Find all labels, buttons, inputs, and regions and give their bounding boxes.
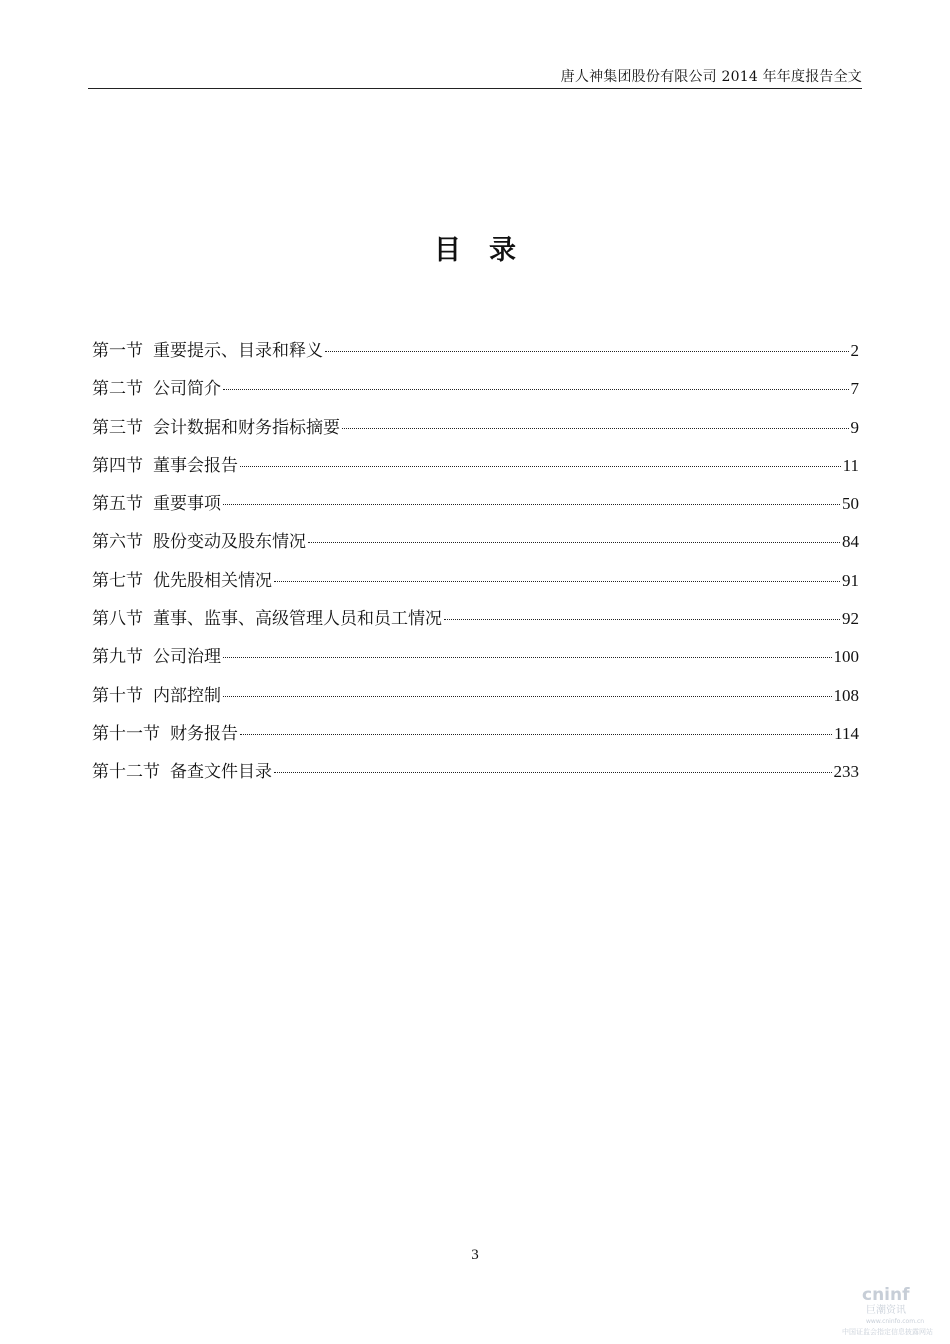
- page-number: 3: [471, 1247, 479, 1263]
- toc-entry-leader-dots: [240, 734, 832, 735]
- toc-entry-leader-dots: [342, 428, 849, 429]
- watermark-tagline: 中国证监会指定信息披露网站: [842, 1328, 933, 1336]
- toc-entry-page: 92: [842, 609, 859, 629]
- toc-entry-section: 第十一节: [92, 723, 160, 744]
- toc-entry-page: 50: [842, 494, 859, 514]
- toc-entry-title: 会计数据和财务指标摘要: [153, 417, 340, 438]
- toc-entry-title: 优先股相关情况: [153, 570, 272, 591]
- toc-entry-leader-dots: [223, 504, 840, 505]
- toc-entry-title: 公司简介: [153, 379, 221, 400]
- toc-entry-section: 第八节: [92, 609, 143, 630]
- toc-entry-section: 第六节: [92, 532, 143, 553]
- toc-entry[interactable]: [92, 374, 859, 412]
- toc-entry-title: 公司治理: [153, 647, 221, 668]
- toc-entry-page: 91: [842, 570, 859, 590]
- toc-entry[interactable]: [92, 642, 859, 680]
- toc-entry-leader-dots: [308, 542, 840, 543]
- toc-entry-page: 114: [834, 723, 859, 743]
- toc-entry-title: 内部控制: [153, 685, 221, 706]
- header-title: 唐人神集团股份有限公司 2014 年年度报告全文: [560, 69, 862, 85]
- toc-entry[interactable]: [92, 451, 859, 489]
- cninfo-watermark-logo: [836, 1282, 948, 1342]
- toc-entry[interactable]: [92, 681, 859, 719]
- toc-entry-page: 7: [850, 379, 859, 399]
- toc-entry-title: 股份变动及股东情况: [153, 532, 306, 553]
- toc-entry[interactable]: [92, 413, 859, 451]
- toc-entry-leader-dots: [223, 657, 832, 658]
- toc-entry[interactable]: [92, 757, 859, 795]
- toc-entry-section: 第一节: [92, 341, 143, 361]
- toc-entry[interactable]: [92, 566, 859, 604]
- toc-entry-page: 233: [833, 762, 859, 782]
- toc-entry-title: 重要提示、目录和释义: [153, 341, 323, 361]
- toc-entry-section: 第七节: [92, 570, 143, 591]
- toc-entry[interactable]: [92, 489, 859, 527]
- toc-entry-section: 第五节: [92, 494, 143, 515]
- toc-entry-section: 第四节: [92, 455, 143, 476]
- toc-entry[interactable]: [92, 527, 859, 565]
- toc-entry-title: 重要事项: [153, 494, 221, 515]
- toc-entry-leader-dots: [274, 772, 832, 773]
- toc-entry-section: 第十二节: [92, 762, 160, 783]
- toc-entry-section: 第十节: [92, 685, 143, 706]
- toc-entry[interactable]: [92, 336, 859, 374]
- toc-entry-title: 董事、监事、高级管理人员和员工情况: [153, 609, 442, 630]
- toc-entry-section: 第二节: [92, 379, 143, 400]
- toc-entry-title: 董事会报告: [153, 455, 238, 476]
- toc-entry-title: 备查文件目录: [170, 762, 272, 783]
- toc-entry-page: 84: [842, 532, 859, 552]
- watermark-brand-cn: 巨潮资讯: [866, 1305, 906, 1316]
- toc-title: 目录: [434, 235, 544, 266]
- toc-entry-page: 9: [850, 417, 859, 437]
- toc-entry[interactable]: [92, 719, 859, 757]
- watermark-url: www.cninfo.com.cn: [866, 1318, 925, 1325]
- toc-entry-leader-dots: [274, 581, 840, 582]
- table-of-contents: [92, 336, 859, 796]
- toc-entry-leader-dots: [223, 696, 832, 697]
- watermark-brand: cninf: [862, 1285, 910, 1305]
- toc-entry-leader-dots: [223, 389, 849, 390]
- toc-entry-section: 第三节: [92, 417, 143, 438]
- toc-entry-leader-dots: [240, 466, 841, 467]
- toc-entry-page: 100: [833, 647, 859, 667]
- toc-entry-leader-dots: [444, 619, 840, 620]
- toc-entry-section: 第九节: [92, 647, 143, 668]
- toc-entry-page: 11: [842, 455, 859, 475]
- page-header: [88, 62, 862, 89]
- toc-entry-page: 108: [833, 685, 859, 705]
- toc-entry[interactable]: [92, 604, 859, 642]
- toc-entry-page: 2: [850, 341, 859, 360]
- toc-entry-leader-dots: [325, 351, 849, 352]
- toc-entry-title: 财务报告: [170, 723, 238, 744]
